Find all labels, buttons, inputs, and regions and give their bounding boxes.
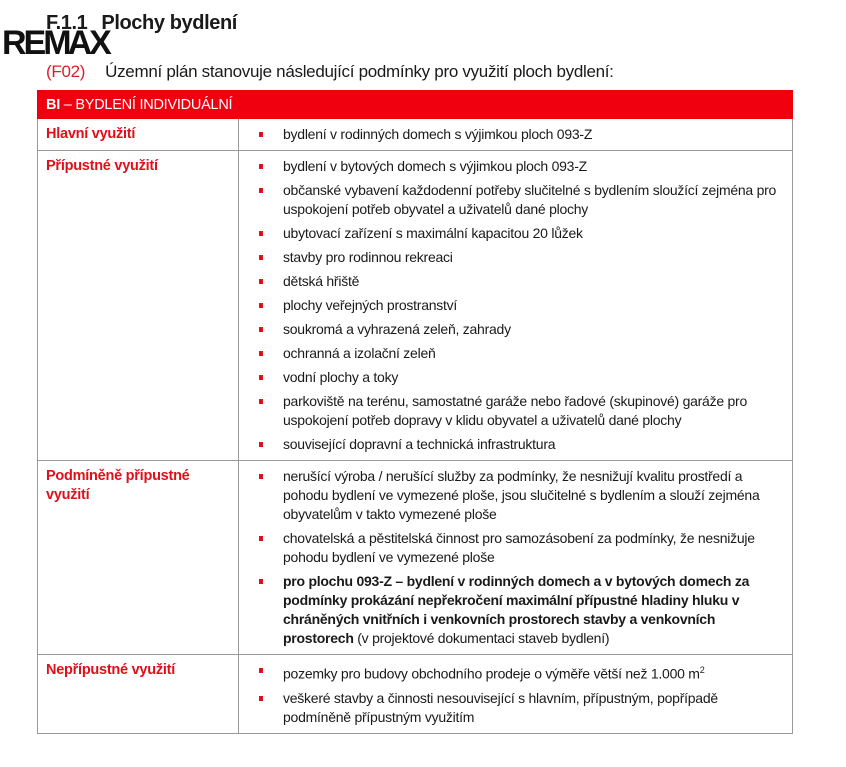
conditions-table [37, 90, 793, 734]
list-item: parkoviště na terénu, samostatné garáže nebo řadové (skupinové) garáže pro uspokojení potřeb dopravy v klidu obyvatel a uživatelů dané plochy [247, 392, 784, 430]
list-item: související dopravní a technická infrastruktura [247, 435, 784, 454]
bullet-icon [259, 474, 263, 479]
bullet-icon [259, 327, 263, 332]
list-item: ochranná a izolační zeleň [247, 344, 784, 363]
table-row: Hlavní využití bydlení v rodinných domech s výjimkou ploch 093-Z [38, 119, 793, 151]
remax-logo: REMAX [2, 24, 109, 62]
list-item: stavby pro rodinnou rekreaci [247, 248, 784, 267]
table-row: Nepřípustné využití pozemky pro budovy obchodního prodeje o výměře větší než 1.000 $m^2$ veškeré stavby a činnosti nesouvisející s hlavním, přípustným, popřípadě podmíněně přípustným využitím [38, 655, 793, 734]
list-item: bydlení v rodinných domech s výjimkou ploch 093-Z [247, 125, 784, 144]
list-item: pozemky pro budovy obchodního prodeje o výměře větší než 1.000 $m^2$ [247, 661, 784, 684]
bullet-icon [259, 164, 263, 169]
list-item: plochy veřejných prostranství [247, 296, 784, 315]
table-row: Přípustné využití bydlení v bytových domech s výjimkou ploch 093-Z občanské vybavení každodenní potřeby slučitelné s bydlením sloužící zejména pro uspokojení potřeb obyvatel a uživatelů dané plochy ubytovací zařízení s maximální kapacitou 20 lůžek stavby pro rodinnou rekreaci dětská hřiště plochy veřejných prostranství soukromá a vyhrazená zeleň, zahrady ochranná a izolační zeleň vodní plochy a toky parkoviště na terénu, samostatné garáže nebo řadové (skupinové) garáže pro uspokojení potřeb dopravy v klidu obyvatel a uživatelů dané plochy související dopravní a technická infrastruktura [38, 151, 793, 461]
bullet-icon [259, 375, 263, 380]
list-item: bydlení v bytových domech s výjimkou ploch 093-Z [247, 157, 784, 176]
table-header: BI – BYDLENÍ INDIVIDUÁLNÍ [38, 91, 793, 119]
section-heading: F.1.1 Plochy bydlení [46, 12, 237, 34]
list-item: nerušící výroba / nerušící služby za podmínky, že nesnižují kvalitu prostředí a pohodu bydlení ve vymezené ploše, jsou slučitelné s bydlením a slouží zejména obyvatelům v takto vymezené ploše [247, 467, 784, 524]
bullet-icon [259, 303, 263, 308]
list-item: občanské vybavení každodenní potřeby slučitelné s bydlením sloužící zejména pro uspokojení potřeb obyvatel a uživatelů dané plochy [247, 181, 784, 219]
list-item: vodní plochy a toky [247, 368, 784, 387]
bullet-icon [259, 351, 263, 356]
bullet-icon [259, 399, 263, 404]
list-item: pro plochu 093-Z – bydlení v rodinných domech a v bytových domech za podmínky prokázání nepřekročení maximální přípustné hladiny hluku v chráněných vnitřních i venkovních prostorech stavby a venkovních prostorech (v projektové dokumentaci staveb bydlení) [247, 572, 784, 648]
list-item: veškeré stavby a činnosti nesouvisející s hlavním, přípustným, popřípadě podmíněně přípustným využitím [247, 689, 784, 727]
bullet-icon [259, 279, 263, 284]
bullet-icon [259, 579, 263, 584]
bullet-icon [259, 668, 263, 673]
bullet-icon [259, 536, 263, 541]
table-row: Podmíněně přípustné využití nerušící výroba / nerušící služby za podmínky, že nesnižují kvalitu prostředí a pohodu bydlení ve vymezené ploše, jsou slučitelné s bydlením a slouží zejména obyvatelům v takto vymezené ploše chovatelská a pěstitelská činnost pro samozásobení za podmínky, že nesnižuje pohodu bydlení ve vymezené ploše pro plochu 093-Z – bydlení v rodinných domech a v bytových domech za podmínky prokázání nepřekročení maximální přípustné hladiny hluku v chráněných vnitřních i venkovních prostorech stavby a venkovních prostorech (v projektové dokumentaci staveb bydlení) [38, 461, 793, 655]
bullet-icon [259, 231, 263, 236]
list-item: dětská hřiště [247, 272, 784, 291]
list-item: soukromá a vyhrazená zeleň, zahrady [247, 320, 784, 339]
bullet-icon [259, 255, 263, 260]
bullet-icon [259, 188, 263, 193]
list-item: chovatelská a pěstitelská činnost pro samozásobení za podmínky, že nesnižuje pohodu bydlení ve vymezené ploše [247, 529, 784, 567]
bullet-icon [259, 696, 263, 701]
intro-paragraph: (F02) Územní plán stanovuje následující podmínky pro využití ploch bydlení: [46, 62, 614, 81]
list-item: ubytovací zařízení s maximální kapacitou 20 lůžek [247, 224, 784, 243]
bullet-icon [259, 442, 263, 447]
bullet-icon [259, 132, 263, 137]
